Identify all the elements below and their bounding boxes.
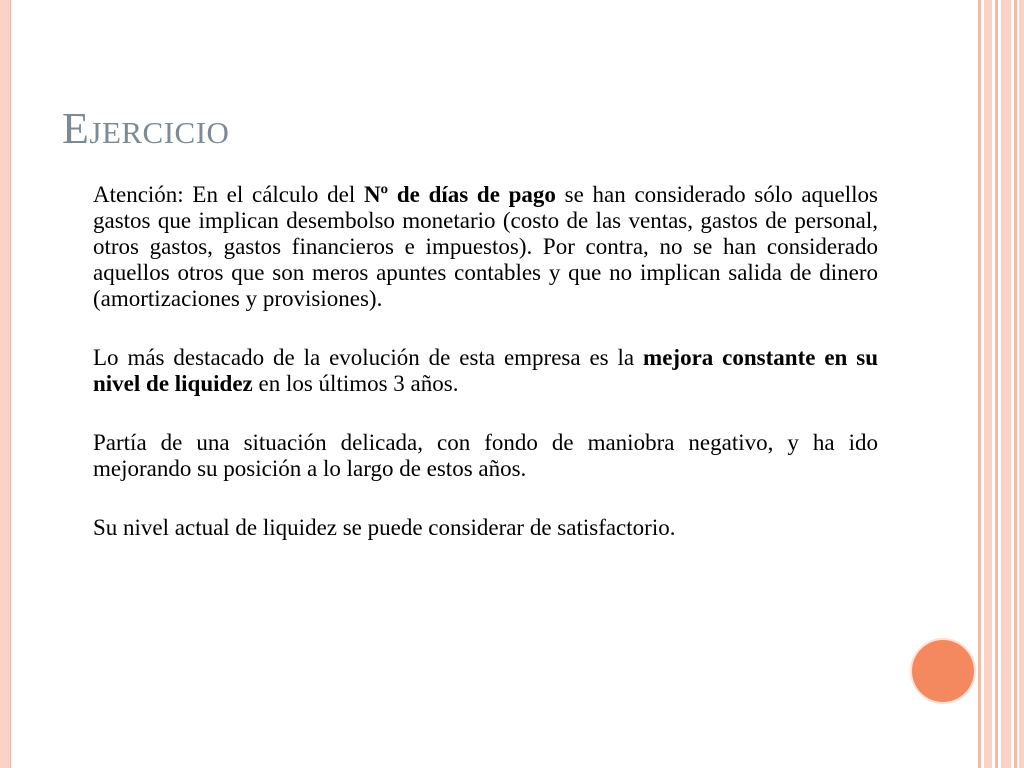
- paragraph-text: se han considerado sólo aquellos gastos que implican desembolso monetario (costo de las ventas, gastos de personal, otros gastos, gastos financieros e impuestos). Por contra, no se han considerado aquellos otros que son meros apuntes contables y que no implican salida de dinero (amortizaciones y provisiones).: [93, 182, 878, 311]
- stripe: [978, 0, 981, 768]
- paragraph-evolution: Partía de una situación delicada, con fondo de maniobra negativo, y ha ido mejorando su posición a lo largo de estos años.: [93, 430, 878, 481]
- paragraph-attention: [93, 182, 878, 312]
- paragraph-text: Atención: En el cálculo del: [93, 182, 364, 207]
- emphasis-text: mejora constante en su nivel de liquidez: [93, 345, 878, 396]
- paragraph-conclusion: Su nivel actual de liquidez se puede considerar de satisfactorio.: [93, 515, 676, 540]
- paragraph-text: en los últimos 3 años.: [252, 371, 459, 396]
- stripe: [984, 0, 992, 768]
- slide-title: Ejercicio: [62, 104, 230, 153]
- slide-body: [93, 182, 878, 574]
- stripe: [1001, 0, 1011, 768]
- decorative-circle: [912, 640, 974, 702]
- left-decorative-bar: [0, 0, 11, 768]
- stripe: [995, 0, 998, 768]
- stripe: [1014, 0, 1017, 768]
- stripe: [1019, 0, 1024, 768]
- paragraph-highlight: [93, 345, 878, 397]
- right-decorative-stripes: [974, 0, 1024, 768]
- emphasis-text: Nº de días de pago: [363, 182, 556, 207]
- paragraph-text: Lo más destacado de la evolución de esta empresa es la: [93, 345, 644, 370]
